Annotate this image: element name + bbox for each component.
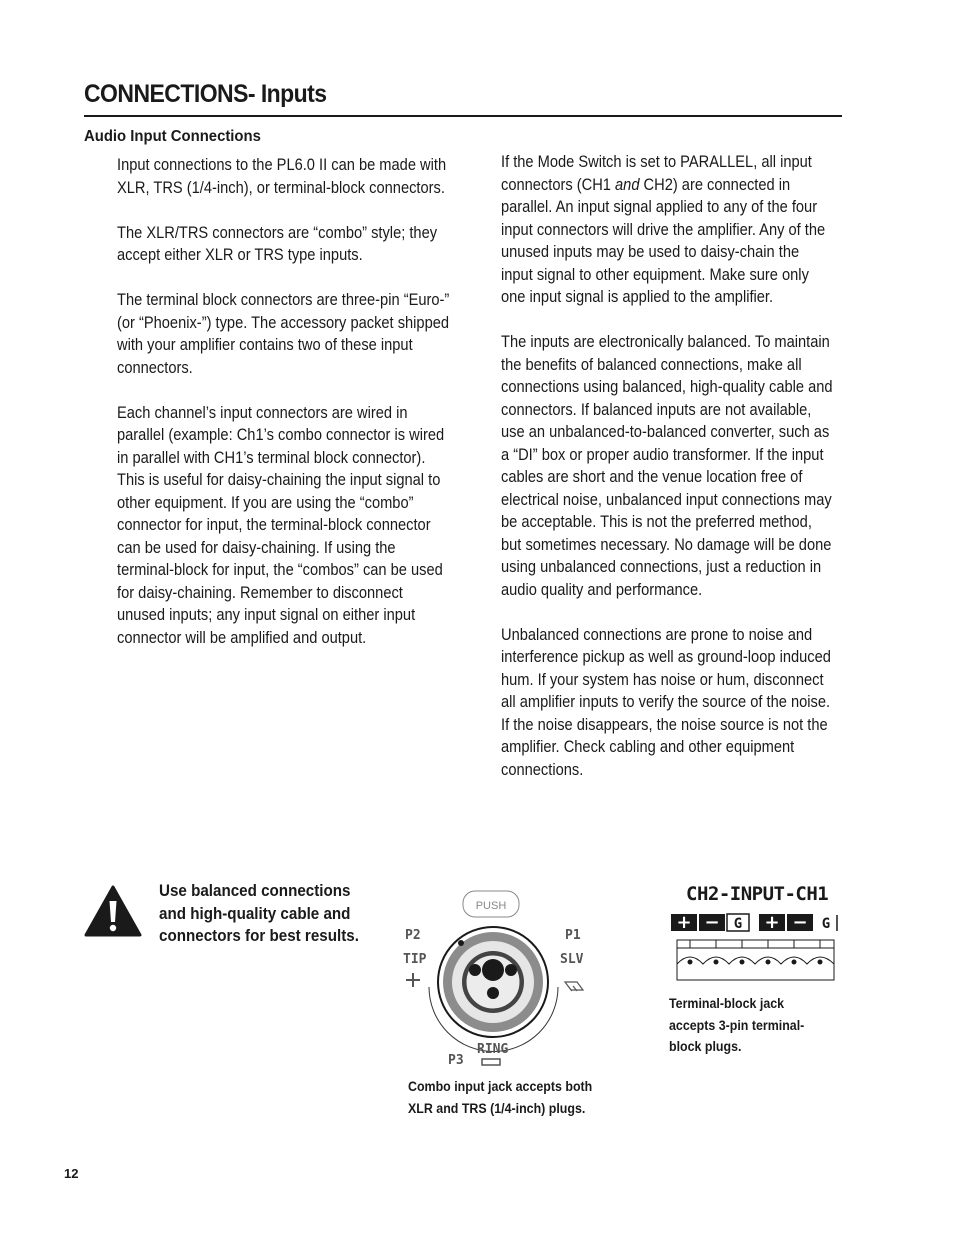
combo-jack-diagram	[393, 887, 598, 1072]
left-column	[117, 154, 457, 672]
slv-label: SLV	[560, 952, 584, 967]
terminal-block-diagram	[668, 912, 840, 984]
sleeve-ground-icon	[565, 982, 583, 991]
ch2-minus-label: −	[704, 912, 720, 933]
ch1-plus-label: +	[764, 912, 780, 933]
right-paragraph-3: Unbalanced connections are prone to noise and interference pickup as well as ground-loop induced hum. If your system has noise or hum, disconnect all amplifier inputs to verify the source of the noise. If the noise disappears, the noise source is not the amplifier. Check cabling and other equipment connections.	[501, 625, 831, 779]
right-paragraph-2: The inputs are electronically balanced. To maintain the benefits of balanced connections, make all connections using balanced, high-quality cable and connectors. If balanced inputs are not available, use an unbalanced-to-balanced converter, such as a “DI” box or proper audio transformer. If the input cables are short and the venue location free of electrical noise, unbalanced input connections may be acceptable. This is not the preferred method, but sometimes necessary. No damage will be done using unbalanced connections, just a reduction in audio quality and performance.	[501, 333, 833, 599]
combo-caption: Combo input jack accepts both XLR and TRS (1/4-inch) plugs.	[408, 1079, 593, 1116]
push-label: PUSH	[475, 900, 507, 912]
section-subhead: Audio Input Connections	[84, 128, 261, 145]
warning-text: Use balanced connections and high-quality cable and connectors for best results.	[159, 882, 359, 945]
tip-plus-icon	[406, 973, 420, 987]
page-title: CONNECTIONS- Inputs	[84, 80, 327, 108]
left-paragraph-3: The terminal block connectors are three-pin “Euro-” (or “Phoenix-”) type. The accessory packet shipped with your amplifier contains two of these input connectors.	[117, 291, 450, 377]
left-paragraph-4: Each channel’s input connectors are wired in parallel (example: Ch1’s combo connector is wired in parallel with CH1’s terminal block connector). This is useful for daisy-chaining the input signal to other equipment. If you are using the “combo” connector for input, the terminal-block connector can be used for daisy-chaining. If using the terminal-block for input, the “combos” can be used for daisy-chaining. Remember to disconnect unused inputs; any input signal on either input connector will be amplified and output.	[117, 403, 445, 647]
ch2-ground-label: G	[733, 916, 743, 932]
tip-label: TIP	[403, 952, 427, 967]
ch1-ground-label: G	[821, 916, 831, 932]
right-paragraph-1-emphasis: and	[615, 175, 640, 194]
ch2-plus-label: +	[676, 912, 692, 933]
p2-label: P2	[405, 928, 421, 943]
terminal-title: CH2-INPUT-CH1	[686, 883, 829, 905]
ch1-minus-label: −	[792, 912, 808, 933]
right-paragraph-1-start: If the Mode Switch is set to PARALLEL, all input connectors (CH1	[501, 153, 812, 194]
right-paragraph-1	[501, 151, 834, 309]
right-column	[501, 151, 846, 804]
left-paragraph-1: Input connections to the PL6.0 II can be made with XLR, TRS (1/4-inch), or terminal-block connectors.	[117, 156, 447, 197]
page-number: 12	[64, 1166, 79, 1181]
warning-icon	[84, 885, 142, 937]
left-paragraph-2: The XLR/TRS connectors are “combo” style; they accept either XLR or TRS type inputs.	[117, 223, 438, 264]
right-paragraph-1-end: CH2) are connected in parallel. An input signal applied to any of the four input connectors will drive the amplifier. Any of the unused inputs may be used to daisy-chain the input signal to other equipment. Make sure only one input signal is applied to the amplifier.	[501, 175, 826, 306]
p3-label: P3	[448, 1053, 464, 1068]
terminal-caption: Terminal-block jack accepts 3-pin terminal-block plugs.	[669, 996, 805, 1054]
title-rule	[84, 115, 842, 117]
p1-label: P1	[565, 928, 581, 943]
ring-label: RING	[477, 1042, 509, 1057]
ring-minus-icon	[482, 1059, 500, 1065]
